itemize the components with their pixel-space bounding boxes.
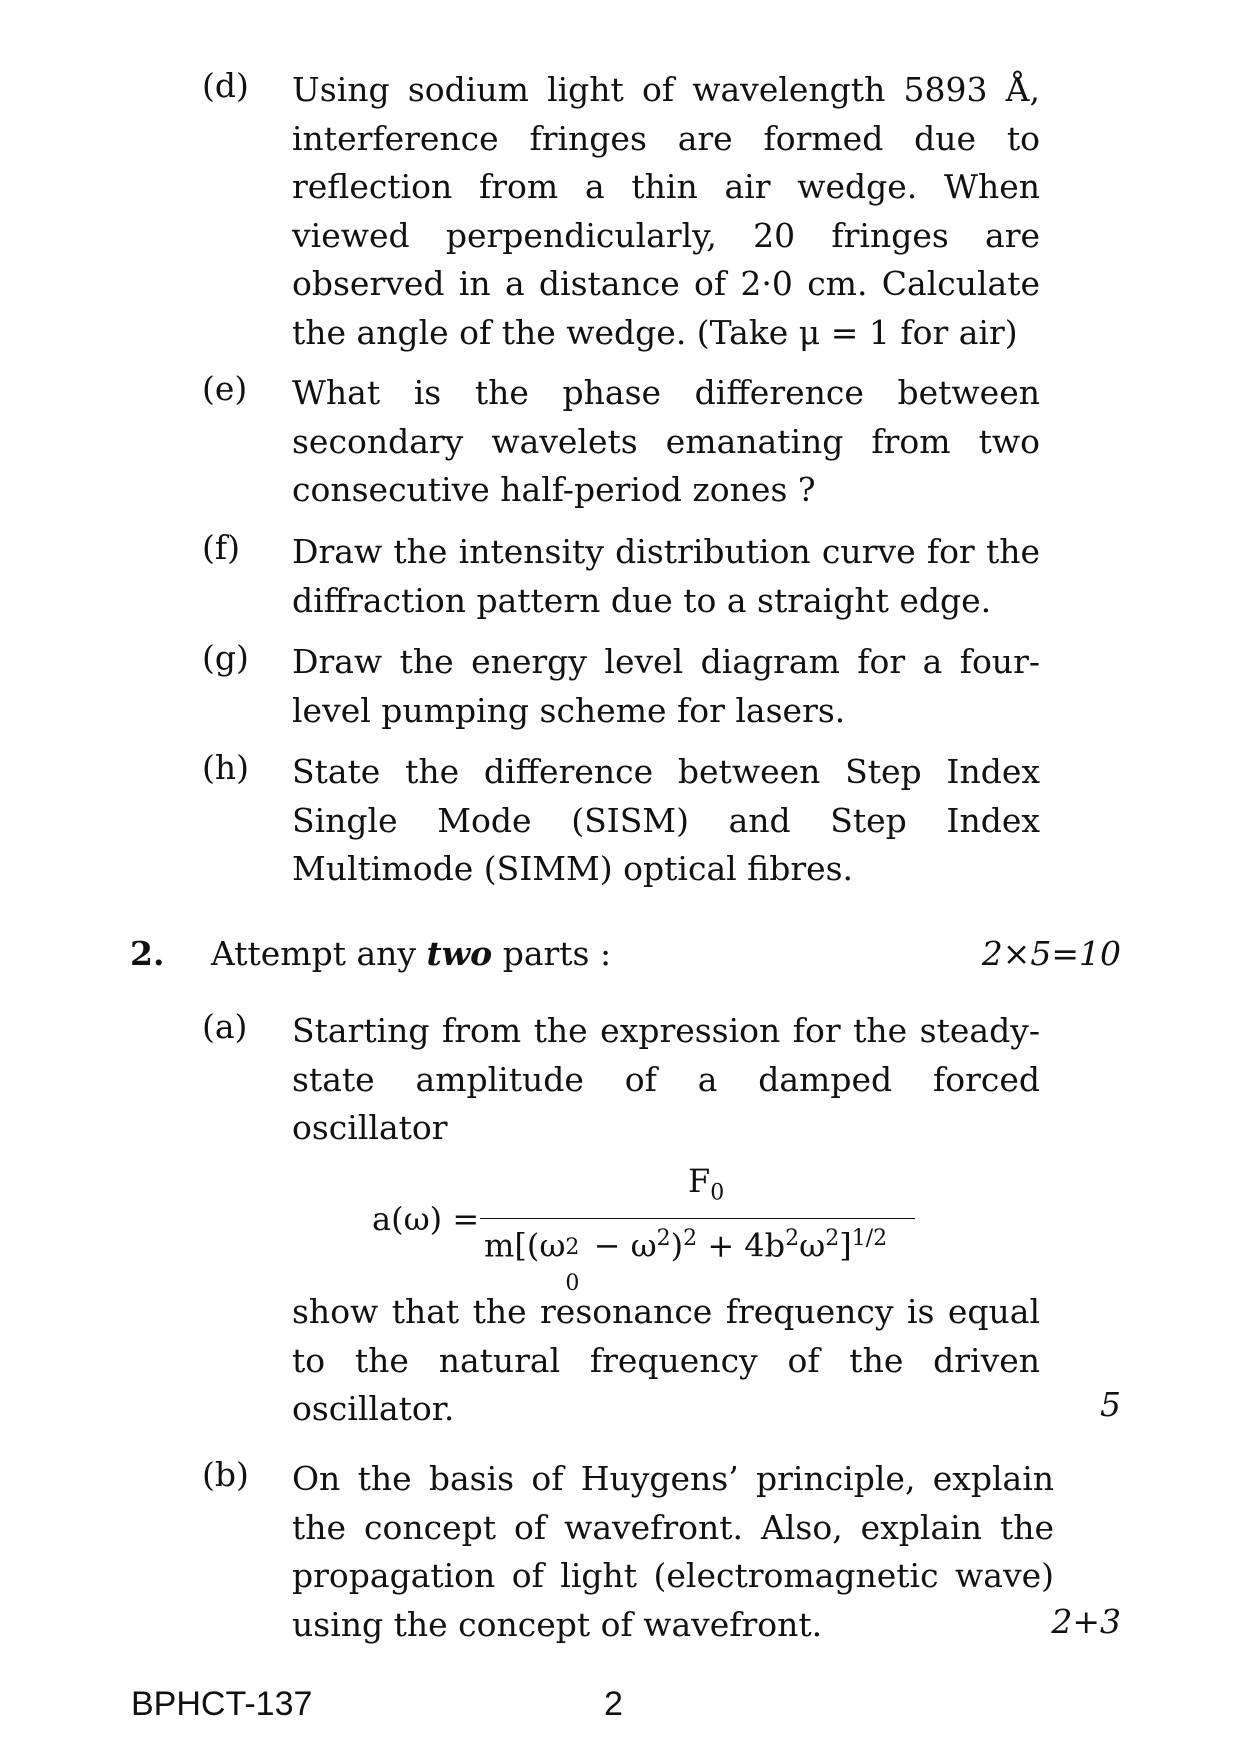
- den-sup: 2: [683, 1226, 698, 1251]
- fraction-bar: [480, 1218, 915, 1219]
- instruction-text: Attempt any: [211, 934, 427, 973]
- part-text: Starting from the expression for the steady-state amplitude of a damped forced oscillator: [292, 1011, 1040, 1147]
- part-text: Using sodium light of wavelength 5893 Å, interference fringes are formed due to reflection from a thin air wedge. When viewed perpendicularly, 20 fringes are observed in a distance of 2·0 cm. Calculate the angle of the wedge. (Take μ = 1 for air): [292, 70, 1040, 352]
- part-marks: 5: [1100, 1385, 1121, 1424]
- numerator-subscript: 0: [710, 1180, 725, 1206]
- question-number: 2.: [130, 934, 165, 973]
- question-marks: 2×5=10: [981, 934, 1121, 973]
- part-marks: 2+3: [1051, 1602, 1121, 1641]
- part-text: On the basis of Huygens’ principle, explain the concept of wavefront. Also, explain the propagation of light (electromagnetic wave) using the concept of wavefront.: [292, 1459, 1054, 1644]
- question-instruction: [211, 934, 611, 973]
- den-sup: 2: [825, 1226, 840, 1251]
- part-text: What is the phase difference between secondary wavelets emanating from two consecutive half-period zones ?: [292, 373, 1040, 509]
- part-text: Draw the intensity distribution curve for the diffraction pattern due to a straight edge.: [292, 532, 1040, 620]
- formula-numerator: [688, 1162, 724, 1205]
- den-sup: 2: [785, 1226, 800, 1251]
- part-label: (e): [202, 369, 248, 408]
- instruction-text-end: parts :: [492, 934, 612, 973]
- den-part: ): [670, 1226, 684, 1265]
- den-sub: 0: [565, 1270, 580, 1296]
- instruction-emphasis: two: [426, 934, 493, 973]
- den-part: ω: [799, 1226, 826, 1265]
- part-label: (b): [202, 1455, 249, 1494]
- part-text: State the difference between Step Index Single Mode (SISM) and Step Index Multimode (SIMM) optical fibres.: [292, 752, 1040, 888]
- den-part: + 4b: [697, 1226, 786, 1265]
- den-part: ]: [839, 1226, 852, 1265]
- formula-denominator: [484, 1226, 888, 1296]
- paper-code: BPHCT-137: [131, 1685, 313, 1723]
- den-sup: 1/2: [851, 1226, 888, 1251]
- part-label: (h): [202, 748, 250, 787]
- page-number: 2: [604, 1685, 623, 1723]
- part-text: Draw the energy level diagram for a four-level pumping scheme for lasers.: [292, 642, 1040, 730]
- part-label: (f): [202, 528, 240, 567]
- amplitude-formula: [372, 1162, 942, 1296]
- part-text: show that the resonance frequency is equal to the natural frequency of the driven oscillator.: [292, 1292, 1040, 1428]
- part-label: (d): [202, 66, 249, 105]
- part-label: (g): [202, 638, 249, 677]
- formula-lhs: a(ω) =: [372, 1200, 480, 1238]
- den-part: m[(ω: [484, 1226, 566, 1265]
- den-sup: 2: [656, 1226, 671, 1251]
- den-part: − ω: [583, 1226, 657, 1265]
- den-sup: 2: [565, 1234, 580, 1260]
- part-label: (a): [202, 1007, 248, 1046]
- numerator-symbol: F: [688, 1162, 711, 1200]
